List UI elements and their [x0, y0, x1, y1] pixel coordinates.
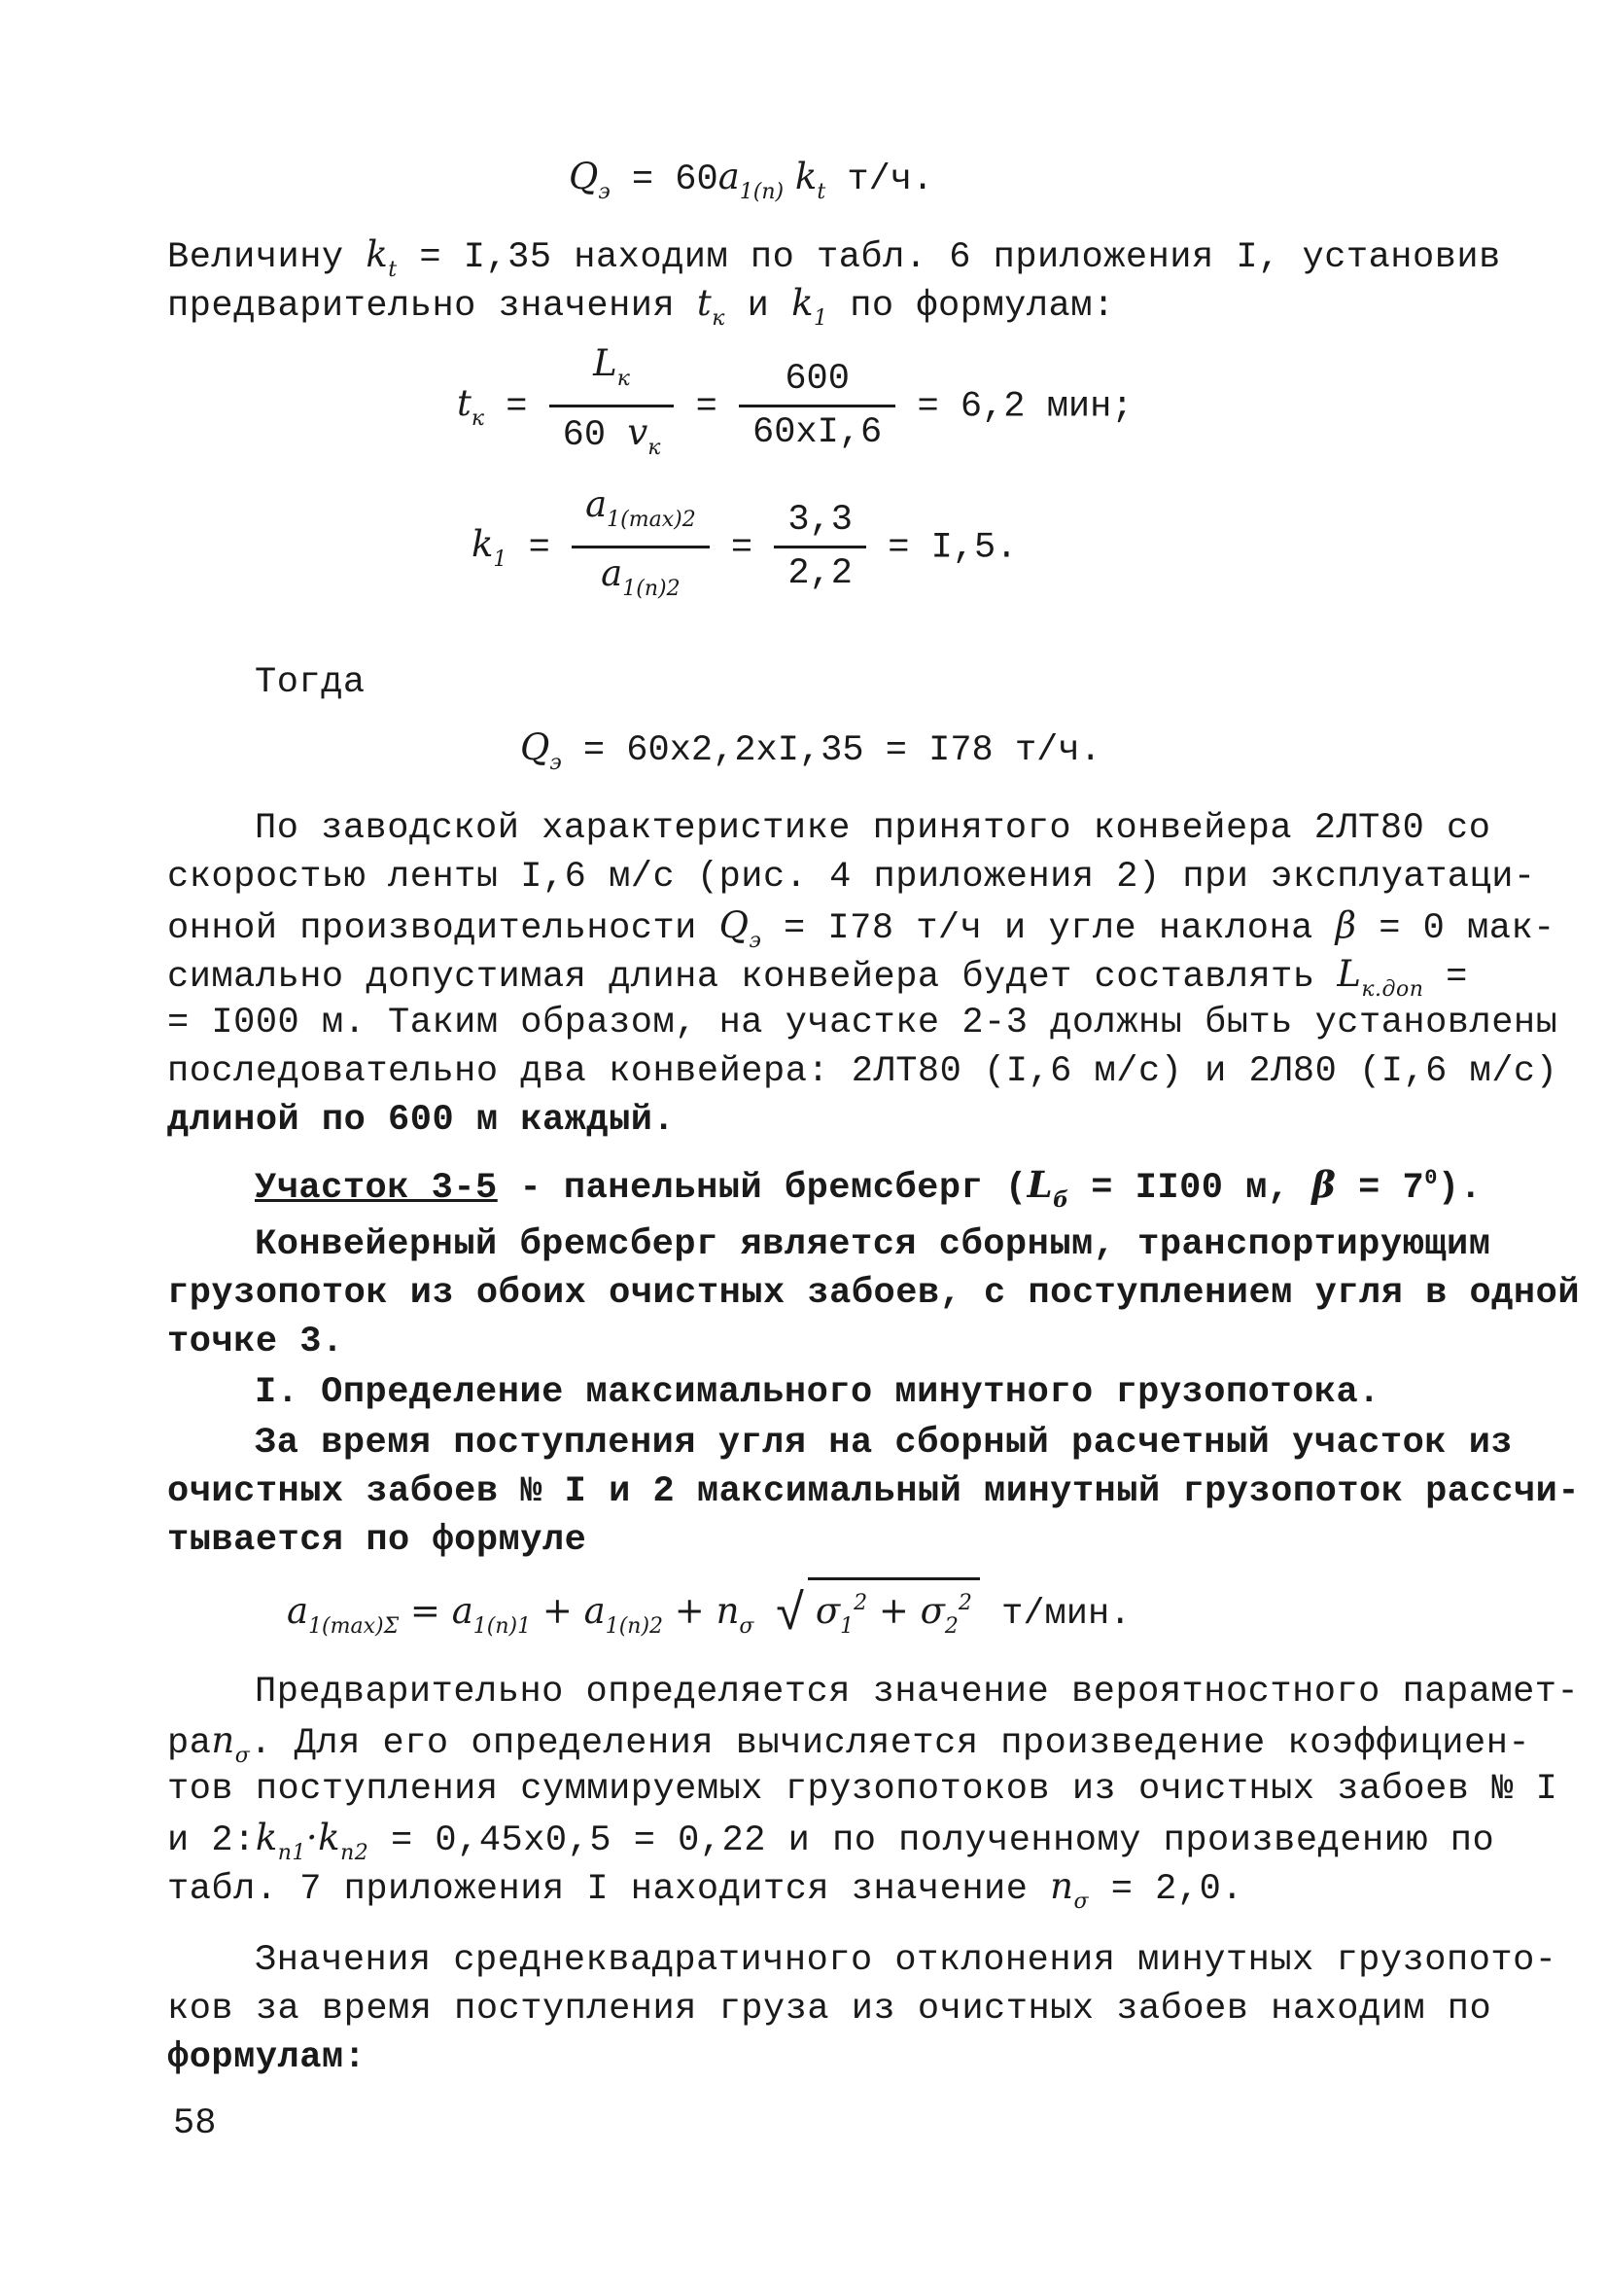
text: = 60x2,2xI,35 = I78 т/ч. — [582, 730, 1101, 771]
text: = 2,0. — [1110, 1869, 1243, 1910]
text: = I78 т/ч и угле наклона — [784, 908, 1313, 949]
numerator: $a_{1(max)2}$ — [572, 481, 710, 548]
equals: = — [506, 386, 528, 428]
paragraph-line: грузопоток из обоих очистных забоев, с поступлением угля в одной — [167, 1273, 1581, 1314]
formula-q-e-value — [520, 724, 1101, 787]
fraction — [774, 497, 866, 597]
formula-q-eq: = 60 — [631, 159, 718, 200]
text: = 7 — [1358, 1168, 1425, 1209]
formula-q-unit: т/ч. — [847, 159, 934, 200]
vk-symbol: $v_к$ — [627, 411, 661, 460]
paragraph-line — [167, 280, 1431, 342]
text: онной производительности — [167, 908, 697, 949]
beta-symbol: β — [1311, 1163, 1337, 1206]
paragraph-line: = I000 м. Таким образом, на участке 2-3 должны быть установлены — [167, 1003, 1558, 1043]
paragraph-line: скоростью ленты I,6 м/с (рис. 4 приложения 2) при эксплуатаци- — [167, 857, 1536, 898]
text: по формулам: — [850, 286, 1115, 327]
text: = 0 мак- — [1379, 908, 1555, 949]
text: ра — [167, 1723, 212, 1764]
beta-symbol: β — [1335, 904, 1357, 946]
text: = II00 м, — [1068, 1168, 1312, 1209]
page-number: 58 — [173, 2103, 217, 2144]
section-heading — [255, 1155, 1483, 1223]
paragraph-line — [255, 659, 1431, 706]
text: симально допустимая длина конвейера будет составлять — [167, 957, 1315, 998]
kn-product-symbol: $k_{n1}\cdot k_{n2}$ — [255, 1817, 369, 1865]
paragraph-line: очистных забоев № I и 2 максимальный минутный грузопоток рассчи- — [167, 1471, 1581, 1512]
formula-a-symbol: $a_{1(n)}$ $k_t$ — [717, 156, 826, 204]
formula-q-symbol: $Q_э$ — [569, 156, 611, 204]
n-sigma-symbol: $n_\sigma$ — [211, 1719, 251, 1768]
paragraph-line: Предварительно определяется значение вероятностного парамет- — [255, 1672, 1580, 1713]
formula-q-e — [569, 154, 933, 216]
denominator — [549, 407, 675, 472]
denominator: 2,2 — [787, 553, 853, 594]
equals: = — [730, 527, 753, 569]
k1-symbol: $k_1$ — [472, 523, 507, 573]
sqrt-content: $\sigma_1^2 + \sigma_2^2$ — [808, 1577, 980, 1650]
paragraph-line: Конвейерный бремсберг является сборным, транспортирующим — [255, 1224, 1491, 1265]
degree: 0 — [1424, 1166, 1438, 1190]
text: табл. 7 приложения I находится значение — [167, 1869, 1029, 1910]
fraction — [549, 340, 675, 472]
denominator: 60xI,6 — [752, 412, 883, 453]
paragraph-line: За время поступления угля на сборный расчетный участок из — [255, 1423, 1514, 1464]
paragraph-line: формулам: — [167, 2037, 367, 2078]
text: = — [1446, 957, 1468, 998]
text: 60 — [562, 415, 607, 456]
paragraph-line: Значения среднеквадратичного отклонения минутных грузопото- — [255, 1940, 1557, 1981]
equals: = — [695, 386, 717, 428]
sqrt-icon: √ — [775, 1587, 806, 1644]
text: . Для его определения вычисляется произведение коэффициен- — [250, 1723, 1531, 1764]
paragraph-line: последовательно два конвейера: 2ЛТ80 (I,6 м/с) и 2Л80 (I,6 м/с) — [167, 1051, 1558, 1092]
text: и — [747, 286, 770, 327]
paragraph-line: точке 3. — [167, 1322, 344, 1362]
a-max-symbol: $a_{1(max)\Sigma} = a_{1(n)1} + a_{1(n)2} + n_\sigma$ — [287, 1590, 754, 1639]
paragraph-line — [167, 1863, 1431, 1925]
formula-q-symbol: $Q_э$ — [520, 726, 562, 775]
subheading: I. Определение максимального минутного грузопотока. — [255, 1372, 1380, 1413]
numerator: $L_к$ — [549, 340, 675, 407]
lk-don-symbol: $L_{к.доп}$ — [1337, 953, 1424, 1002]
tk-symbol: $t_к$ — [457, 382, 485, 432]
text: Величину — [167, 237, 344, 278]
result: = 6,2 мин; — [917, 386, 1134, 428]
numerator: 3,3 — [774, 497, 866, 548]
unit: т/мин. — [1001, 1594, 1132, 1635]
paragraph-line: тывается по формуле — [167, 1520, 587, 1561]
paragraph-line: тов поступления суммируемых грузопотоков из очистных забоев № I — [167, 1769, 1558, 1810]
equals: = — [528, 527, 550, 569]
text: = 0,45x0,5 = 0,22 и по полученному произведению по — [391, 1820, 1495, 1861]
lb-symbol: $L_б$ — [1027, 1163, 1069, 1213]
paragraph-line: длиной по 600 м каждый. — [167, 1100, 676, 1141]
paragraph-line: По заводской характеристике принятого конвейера 2ЛТ80 со — [255, 808, 1491, 849]
denominator: $a_{1(n)2}$ — [601, 552, 681, 601]
text: и 2: — [167, 1820, 256, 1861]
text: - панельный бремсберг ( — [497, 1168, 1028, 1209]
paragraph-line: ков за время поступления груза из очистных забоев находим по — [167, 1989, 1492, 2030]
numerator: 600 — [739, 356, 895, 407]
qe-symbol: $Q_э$ — [718, 904, 762, 953]
k1-symbol: $k_1$ — [791, 282, 828, 331]
text: Тогда — [255, 662, 366, 703]
fraction — [739, 356, 895, 456]
n-sigma-symbol: $n_\sigma$ — [1050, 1865, 1090, 1914]
text: ). — [1437, 1168, 1483, 1209]
fraction — [572, 481, 710, 613]
section-title: Участок 3-5 — [255, 1168, 498, 1209]
formula-tk — [457, 340, 1134, 472]
tk-symbol: $t_к$ — [696, 282, 725, 331]
result: = I,5. — [888, 527, 1018, 569]
formula-k1 — [472, 481, 1017, 613]
formula-a-max — [287, 1577, 1131, 1650]
text: предварительно значения — [167, 286, 676, 327]
text: = I,35 находим по табл. 6 приложения I, установив — [419, 237, 1501, 278]
kt-symbol: $k_t$ — [366, 233, 398, 282]
